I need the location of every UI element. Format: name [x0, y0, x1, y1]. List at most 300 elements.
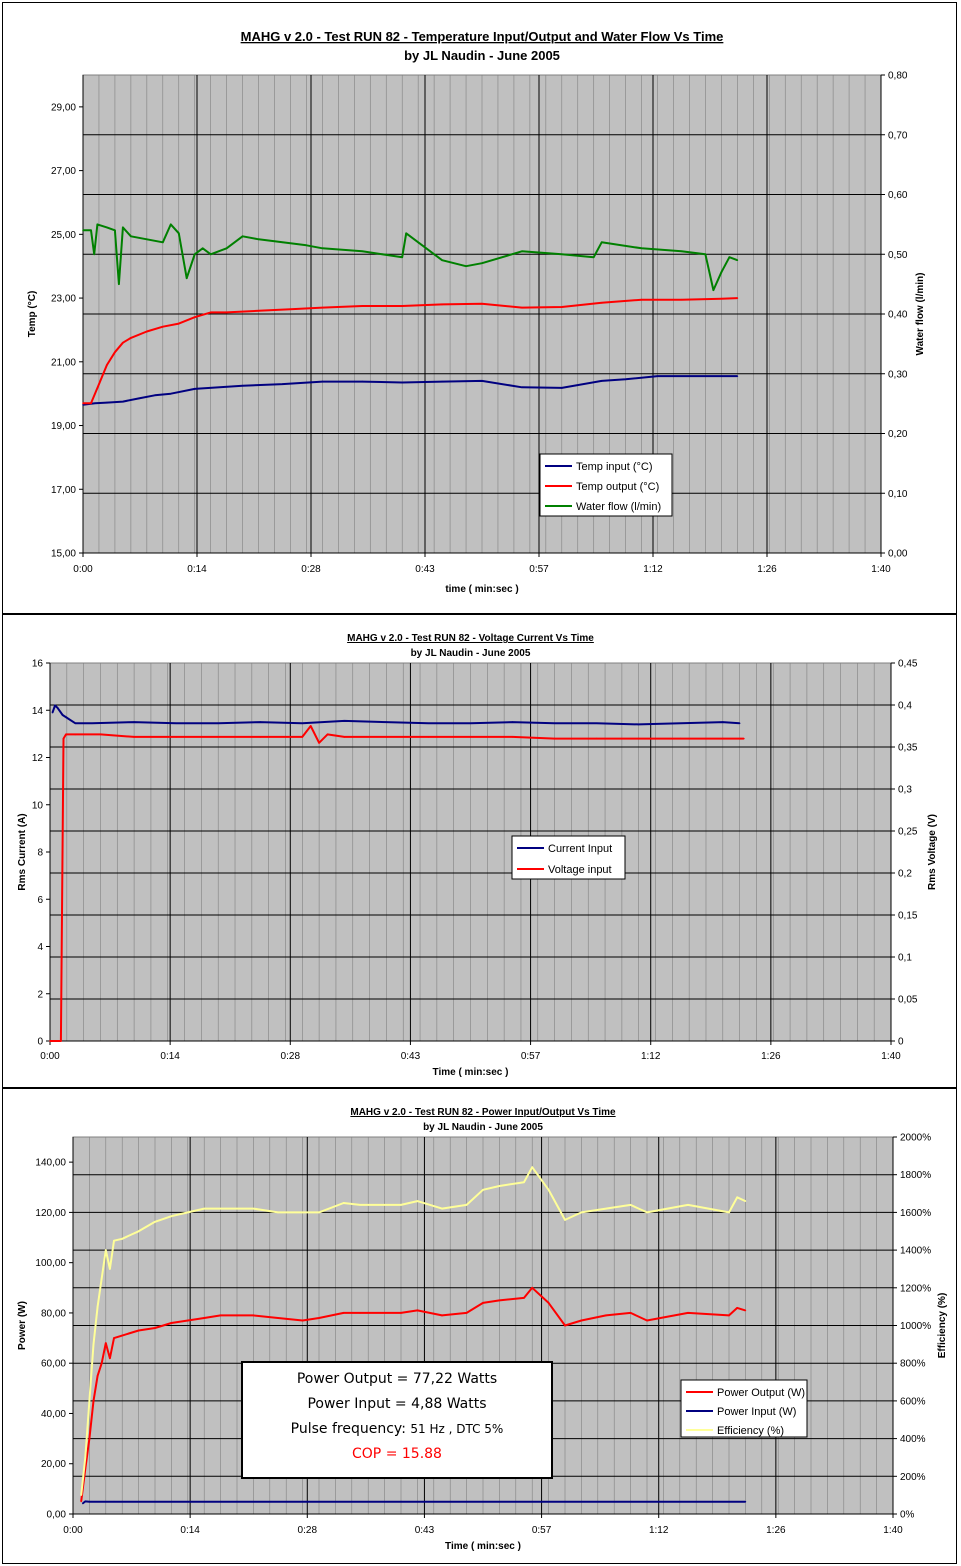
- y-tick-label: 8: [37, 847, 43, 859]
- y2-tick-label: 0,30: [888, 369, 908, 381]
- data-point: [49, 1040, 51, 1042]
- data-point: [646, 1212, 648, 1214]
- data-point: [242, 236, 244, 238]
- y2-tick-label: 0,20: [888, 429, 908, 440]
- data-point: [728, 1315, 730, 1317]
- y2-tick-label: 1800%: [900, 1170, 932, 1182]
- data-point: [74, 734, 76, 736]
- data-point: [681, 299, 683, 301]
- data-point: [162, 242, 164, 244]
- data-point: [721, 298, 723, 300]
- y-tick-label: 12: [31, 753, 43, 764]
- x-tick-label: 0:14: [187, 564, 207, 575]
- data-point: [194, 253, 196, 255]
- data-point: [441, 259, 443, 261]
- data-point: [187, 1212, 189, 1214]
- data-point: [93, 1400, 95, 1402]
- data-point: [401, 305, 403, 307]
- y2-tick-label: 0,35: [898, 742, 918, 754]
- chart-title: MAHG v 2.0 - Test RUN 82 - Power Input/Output Vs Time: [350, 1107, 616, 1118]
- y-tick-label: 140,00: [35, 1157, 66, 1169]
- y-tick-label: 16: [31, 658, 43, 670]
- data-point: [101, 1362, 103, 1364]
- data-point: [417, 1200, 419, 1202]
- legend-entry: Temp input (°C): [576, 461, 653, 473]
- data-point: [202, 247, 204, 249]
- data-point: [236, 1315, 238, 1317]
- data-point: [277, 1317, 279, 1319]
- data-point: [441, 304, 443, 306]
- data-point: [581, 1212, 583, 1214]
- y2-tick-label: 0,80: [888, 70, 908, 82]
- x-tick-label: 0:43: [415, 564, 435, 575]
- y2-tick-label: 0,00: [888, 548, 908, 560]
- y2-tick-label: 0,40: [888, 309, 908, 321]
- y2-tick-label: 1400%: [900, 1245, 932, 1257]
- data-point: [689, 375, 691, 377]
- y-tick-label: 27,00: [50, 166, 76, 178]
- data-point: [482, 1189, 484, 1191]
- data-point: [203, 1317, 205, 1319]
- data-point: [170, 224, 172, 226]
- pulse-frequency-label: Pulse frequency:: [290, 1421, 411, 1437]
- data-point: [359, 1312, 361, 1314]
- chart-subtitle: by JL Naudin - June 2005: [423, 1122, 543, 1133]
- x-tick-label: 0:28: [301, 564, 321, 575]
- data-point: [596, 722, 598, 724]
- data-point: [548, 1189, 550, 1191]
- legend-entry: Power Input (W): [717, 1406, 797, 1418]
- data-point: [57, 707, 59, 709]
- y2-axis-label: Rms Voltage (V): [927, 814, 938, 890]
- data-point: [290, 308, 292, 310]
- legend-entry: Voltage input: [548, 864, 612, 876]
- data-point: [226, 247, 228, 249]
- y-tick-label: 19,00: [50, 421, 76, 433]
- data-point: [101, 1278, 103, 1280]
- data-point: [146, 239, 148, 241]
- y-tick-label: 25,00: [50, 229, 76, 241]
- data-point: [106, 227, 108, 229]
- data-point: [428, 736, 430, 738]
- data-point: [89, 1438, 91, 1440]
- y-tick-label: 20,00: [40, 1459, 66, 1471]
- data-point: [170, 393, 172, 395]
- data-point: [154, 1327, 156, 1329]
- data-point: [441, 1315, 443, 1317]
- y2-axis-label: Water flow (l/min): [915, 272, 926, 356]
- y-tick-label: 60,00: [40, 1358, 66, 1370]
- x-tick-label: 0:57: [529, 564, 549, 575]
- data-point: [114, 230, 116, 232]
- data-point: [713, 289, 715, 291]
- data-point: [282, 383, 284, 385]
- x-tick-label: 1:26: [761, 1051, 781, 1062]
- x-tick-label: 0:14: [180, 1525, 200, 1536]
- data-point: [721, 271, 723, 273]
- y-tick-label: 4: [37, 942, 43, 953]
- x-tick-label: 1:12: [643, 564, 663, 575]
- data-point: [306, 244, 308, 246]
- data-point: [561, 253, 563, 255]
- data-point: [277, 1212, 279, 1214]
- data-point: [113, 1337, 115, 1339]
- data-point: [253, 1315, 255, 1317]
- data-point: [52, 712, 54, 714]
- data-point: [581, 1320, 583, 1322]
- pulse-frequency-value: 51 Hz , DTC 5%: [410, 1422, 504, 1436]
- y2-tick-label: 800%: [900, 1358, 926, 1370]
- data-point: [625, 379, 627, 381]
- legend-entry: Efficiency (%): [717, 1425, 785, 1437]
- data-point: [521, 250, 523, 252]
- data-point: [465, 265, 467, 267]
- data-point: [641, 299, 643, 301]
- data-point: [737, 297, 739, 299]
- voltage-current-chart: [3, 615, 958, 1089]
- data-point: [499, 1300, 501, 1302]
- data-point: [226, 312, 228, 314]
- data-point: [641, 247, 643, 249]
- data-point: [138, 1230, 140, 1232]
- data-point: [105, 1249, 107, 1251]
- data-point: [736, 1197, 738, 1199]
- y2-tick-label: 0,05: [898, 994, 918, 1006]
- data-point: [133, 736, 135, 738]
- chart-panel-voltage-current: [2, 614, 957, 1088]
- data-point: [362, 250, 364, 252]
- y2-tick-label: 0,3: [898, 784, 912, 796]
- data-point: [60, 1040, 62, 1042]
- x-tick-label: 0:43: [400, 1051, 421, 1062]
- data-point: [62, 714, 64, 716]
- data-point: [310, 725, 312, 727]
- data-point: [630, 1204, 632, 1206]
- data-point: [130, 1234, 132, 1236]
- data-point: [259, 721, 261, 723]
- x-tick-label: 1:12: [648, 1525, 669, 1536]
- chart-title: MAHG v 2.0 - Test RUN 82 - Voltage Current Vs Time: [347, 633, 594, 644]
- pulse-frequency-text: [243, 1417, 551, 1442]
- chart-panel-temperature: [2, 2, 957, 614]
- data-point: [531, 1166, 533, 1168]
- y-axis-label: Rms Current (A): [17, 813, 28, 891]
- chart-title: MAHG v 2.0 - Test RUN 82 - Temperature Input/Output and Water Flow Vs Time: [240, 29, 724, 44]
- data-point: [470, 736, 472, 738]
- legend-entry: Power Output (W): [717, 1387, 806, 1399]
- legend: [681, 1380, 807, 1437]
- data-point: [521, 386, 523, 388]
- legend-entry: Temp output (°C): [576, 481, 660, 493]
- data-point: [217, 722, 219, 724]
- data-point: [253, 1208, 255, 1210]
- y-tick-label: 0,00: [46, 1509, 66, 1521]
- data-point: [97, 1306, 99, 1308]
- data-point: [220, 1208, 222, 1210]
- data-point: [739, 722, 741, 724]
- data-point: [401, 256, 403, 258]
- data-point: [186, 277, 188, 279]
- data-point: [681, 250, 683, 252]
- x-tick-label: 1:40: [881, 1051, 901, 1062]
- data-point: [318, 1317, 320, 1319]
- data-point: [638, 724, 640, 726]
- x-tick-label: 0:00: [63, 1525, 83, 1536]
- data-point: [564, 1325, 566, 1327]
- data-point: [94, 402, 96, 404]
- x-tick-label: 0:00: [40, 1051, 60, 1062]
- data-point: [512, 736, 514, 738]
- data-point: [359, 1204, 361, 1206]
- data-point: [217, 736, 219, 738]
- data-point: [318, 742, 320, 744]
- data-point: [171, 1322, 173, 1324]
- data-point: [343, 1202, 345, 1204]
- data-point: [521, 307, 523, 309]
- data-point: [171, 1215, 173, 1217]
- data-point: [729, 256, 731, 258]
- y-axis-label: Temp (°C): [27, 290, 38, 338]
- x-axis-label: Time ( min:sec ): [432, 1067, 509, 1078]
- y2-tick-label: 0,1: [898, 952, 912, 964]
- y2-tick-label: 0,60: [888, 190, 908, 201]
- data-point: [90, 402, 92, 404]
- data-point: [154, 1221, 156, 1223]
- x-tick-label: 0:28: [297, 1525, 318, 1536]
- data-point: [601, 302, 603, 304]
- data-point: [109, 1357, 111, 1359]
- data-point: [63, 738, 65, 740]
- data-point: [121, 1335, 123, 1337]
- y-tick-label: 14: [31, 705, 43, 717]
- data-point: [481, 262, 483, 264]
- y2-tick-label: 1000%: [900, 1321, 932, 1332]
- data-point: [122, 342, 124, 344]
- data-point: [154, 394, 156, 396]
- y-tick-label: 29,00: [50, 102, 76, 114]
- data-point: [302, 736, 304, 738]
- y2-tick-label: 0,2: [898, 868, 912, 880]
- data-point: [82, 1503, 84, 1505]
- y2-tick-label: 600%: [900, 1396, 926, 1408]
- data-point: [130, 337, 132, 339]
- data-point: [405, 233, 407, 235]
- data-point: [680, 738, 682, 740]
- data-point: [175, 736, 177, 738]
- data-point: [721, 375, 723, 377]
- data-point: [106, 402, 108, 404]
- data-point: [593, 256, 595, 258]
- data-point: [512, 721, 514, 723]
- data-point: [657, 375, 659, 377]
- temperature-chart: [3, 3, 958, 615]
- x-tick-label: 1:40: [883, 1525, 903, 1536]
- data-point: [441, 1208, 443, 1210]
- data-point: [82, 230, 84, 232]
- data-point: [89, 1501, 91, 1503]
- data-point: [210, 312, 212, 314]
- power-input-text: Power Input = 4,88 Watts: [307, 1396, 487, 1412]
- data-point: [428, 722, 430, 724]
- data-point: [121, 1238, 123, 1240]
- chart-panel-power: [2, 1088, 957, 1564]
- data-point: [109, 1268, 111, 1270]
- y2-tick-label: 0,15: [898, 910, 918, 922]
- data-point: [605, 1315, 607, 1317]
- data-point: [327, 734, 329, 736]
- data-point: [105, 1342, 107, 1344]
- data-point: [343, 1312, 345, 1314]
- data-point: [203, 1208, 205, 1210]
- data-point: [322, 307, 324, 309]
- y2-axis-label: Efficiency (%): [937, 1292, 948, 1359]
- x-axis-label: time ( min:sec ): [445, 584, 519, 595]
- data-point: [113, 1240, 115, 1242]
- data-point: [638, 738, 640, 740]
- data-point: [737, 259, 739, 261]
- y2-tick-label: 400%: [900, 1434, 926, 1446]
- data-point: [100, 734, 102, 736]
- data-point: [133, 721, 135, 723]
- data-point: [554, 738, 556, 740]
- y2-tick-label: 0,25: [898, 826, 918, 838]
- y-axis-label: Power (W): [17, 1301, 28, 1350]
- x-tick-label: 0:14: [160, 1051, 180, 1062]
- x-tick-label: 0:43: [414, 1525, 435, 1536]
- x-tick-label: 0:00: [73, 564, 93, 575]
- data-point: [259, 736, 261, 738]
- data-point: [596, 738, 598, 740]
- data-point: [745, 1310, 747, 1312]
- data-point: [282, 242, 284, 244]
- data-point: [687, 1204, 689, 1206]
- chart-subtitle: by JL Naudin - June 2005: [410, 648, 531, 659]
- data-point: [466, 1312, 468, 1314]
- data-point: [441, 381, 443, 383]
- data-point: [736, 1307, 738, 1309]
- data-point: [722, 738, 724, 740]
- data-point: [705, 253, 707, 255]
- y-tick-label: 10: [31, 800, 43, 812]
- data-point: [344, 736, 346, 738]
- y2-tick-label: 1600%: [900, 1207, 932, 1219]
- data-point: [722, 721, 724, 723]
- data-point: [93, 253, 95, 255]
- x-tick-label: 1:26: [766, 1525, 786, 1536]
- y2-tick-label: 0,4: [898, 700, 912, 712]
- data-point: [466, 1204, 468, 1206]
- data-point: [470, 722, 472, 724]
- x-tick-label: 1:12: [640, 1051, 661, 1062]
- data-point: [85, 1457, 87, 1459]
- data-point: [646, 1320, 648, 1322]
- data-point: [481, 303, 483, 305]
- data-point: [210, 253, 212, 255]
- data-point: [187, 1320, 189, 1322]
- data-point: [531, 1287, 533, 1289]
- data-point: [564, 1219, 566, 1221]
- y-tick-label: 6: [37, 894, 43, 906]
- data-point: [401, 382, 403, 384]
- y-tick-label: 15,00: [50, 548, 76, 560]
- power-output-text: Power Output = 77,22 Watts: [296, 1371, 498, 1387]
- data-point: [130, 1332, 132, 1334]
- data-point: [302, 1212, 304, 1214]
- data-point: [564, 1501, 566, 1503]
- data-point: [118, 283, 120, 285]
- data-point: [122, 227, 124, 229]
- y-tick-label: 80,00: [40, 1308, 66, 1320]
- data-point: [98, 383, 100, 385]
- data-point: [523, 1297, 525, 1299]
- data-point: [630, 1312, 632, 1314]
- y-tick-label: 23,00: [50, 293, 76, 305]
- data-point: [728, 1212, 730, 1214]
- data-point: [80, 1501, 82, 1503]
- data-point: [302, 1320, 304, 1322]
- data-point: [146, 331, 148, 333]
- data-point: [65, 734, 67, 736]
- data-point: [400, 1312, 402, 1314]
- power-chart: [3, 1089, 958, 1565]
- data-point: [745, 1501, 747, 1503]
- data-point: [178, 233, 180, 235]
- x-axis-label: Time ( min:sec ): [445, 1541, 521, 1552]
- y-tick-label: 100,00: [35, 1258, 66, 1270]
- data-point: [138, 1330, 140, 1332]
- data-point: [194, 316, 196, 318]
- y-tick-label: 2: [37, 989, 43, 1001]
- data-point: [178, 323, 180, 325]
- data-point: [82, 404, 84, 406]
- data-point: [362, 305, 364, 307]
- data-point: [482, 1302, 484, 1304]
- data-point: [175, 722, 177, 724]
- y2-tick-label: 200%: [900, 1471, 926, 1483]
- data-point: [138, 398, 140, 400]
- x-tick-label: 0:57: [531, 1525, 552, 1536]
- data-point: [561, 387, 563, 389]
- legend: [540, 454, 672, 516]
- data-point: [344, 720, 346, 722]
- data-point: [194, 388, 196, 390]
- y2-tick-label: 0,10: [888, 488, 908, 500]
- data-point: [122, 401, 124, 403]
- x-tick-label: 1:40: [871, 564, 891, 575]
- data-point: [743, 738, 745, 740]
- data-point: [548, 1302, 550, 1304]
- x-tick-label: 0:57: [520, 1051, 541, 1062]
- data-point: [318, 1212, 320, 1214]
- data-point: [80, 1494, 82, 1496]
- data-point: [258, 239, 260, 241]
- data-point: [162, 326, 164, 328]
- data-point: [745, 1200, 747, 1202]
- data-point: [93, 1344, 95, 1346]
- data-point: [362, 381, 364, 383]
- data-point: [561, 306, 563, 308]
- data-point: [236, 1501, 238, 1503]
- data-point: [97, 1375, 99, 1377]
- y2-tick-label: 0,50: [888, 249, 908, 261]
- y2-tick-label: 1200%: [900, 1283, 932, 1295]
- y2-tick-label: 0,45: [898, 658, 918, 670]
- y-tick-label: 21,00: [50, 357, 76, 369]
- chart-subtitle: by JL Naudin - June 2005: [404, 48, 560, 63]
- data-point: [386, 721, 388, 723]
- data-point: [499, 1185, 501, 1187]
- data-point: [74, 722, 76, 724]
